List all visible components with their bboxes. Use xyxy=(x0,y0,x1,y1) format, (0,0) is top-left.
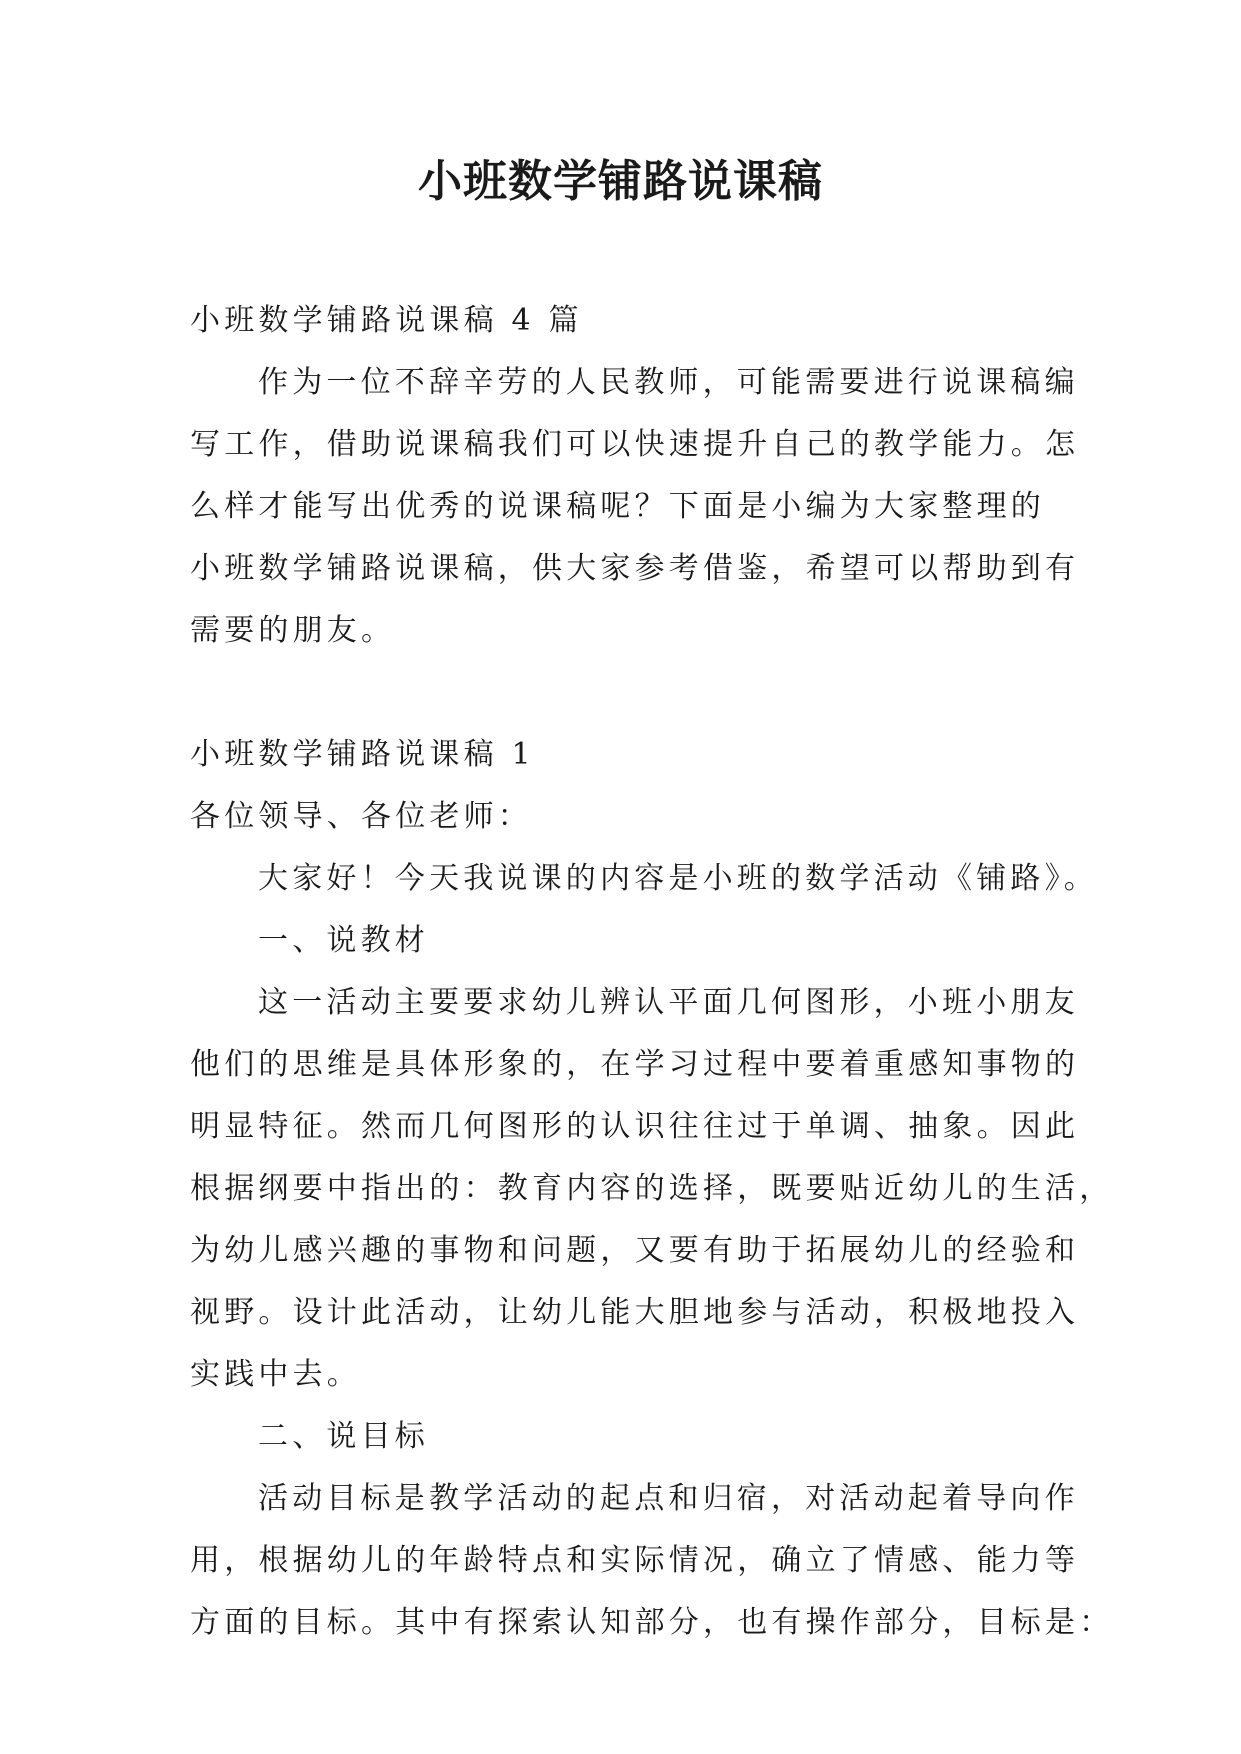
intro-line: 么样才能写出优秀的说课稿呢？下面是小编为大家整理的 xyxy=(190,489,1045,524)
intro-line: 写工作，借助说课稿我们可以快速提升自己的教学能力。怎 xyxy=(190,427,1080,462)
intro-line: 作为一位不辞辛劳的人民教师，可能需要进行说课稿编 xyxy=(258,365,1079,400)
subheading-line: 一、说教材 xyxy=(258,923,429,958)
intro-line: 小班数学铺路说课稿，供大家参考借鉴，希望可以帮助到有 xyxy=(190,551,1080,586)
body-line: 这一活动主要要求幼儿辨认平面几何图形，小班小朋友 xyxy=(258,985,1079,1020)
body-line: 大家好！今天我说课的内容是小班的数学活动《铺路》。 xyxy=(258,861,1098,896)
body-line: 视野。设计此活动，让幼儿能大胆地参与活动，积极地投入 xyxy=(190,1295,1080,1330)
subtitle-line: 小班数学铺路说课稿 4 篇 xyxy=(190,303,583,338)
document-body xyxy=(190,290,1114,1654)
body-line: 为幼儿感兴趣的事物和问题，又要有助于拓展幼儿的经验和 xyxy=(190,1233,1080,1268)
body-line: 用，根据幼儿的年龄特点和实际情况，确立了情感、能力等 xyxy=(190,1543,1080,1578)
salutation-line: 各位领导、各位老师： xyxy=(190,799,532,834)
body-line: 他们的思维是具体形象的，在学习过程中要着重感知事物的 xyxy=(190,1047,1080,1082)
intro-line: 需要的朋友。 xyxy=(190,613,396,648)
body-line: 明显特征。然而几何图形的认识往往过于单调、抽象。因此 xyxy=(190,1109,1080,1144)
body-line: 根据纲要中指出的：教育内容的选择，既要贴近幼儿的生活， xyxy=(190,1171,1114,1206)
body-line: 活动目标是教学活动的起点和归宿，对活动起着导向作 xyxy=(258,1481,1079,1516)
paragraph-spacer xyxy=(190,662,1058,724)
body-line: 实践中去。 xyxy=(190,1357,361,1392)
document-title: 小班数学铺路说课稿 xyxy=(418,156,823,207)
subheading-line: 二、说目标 xyxy=(258,1419,429,1454)
body-line: 方面的目标。其中有探索认知部分，也有操作部分，目标是： xyxy=(190,1605,1114,1640)
section-heading: 小班数学铺路说课稿 1 xyxy=(190,737,535,772)
